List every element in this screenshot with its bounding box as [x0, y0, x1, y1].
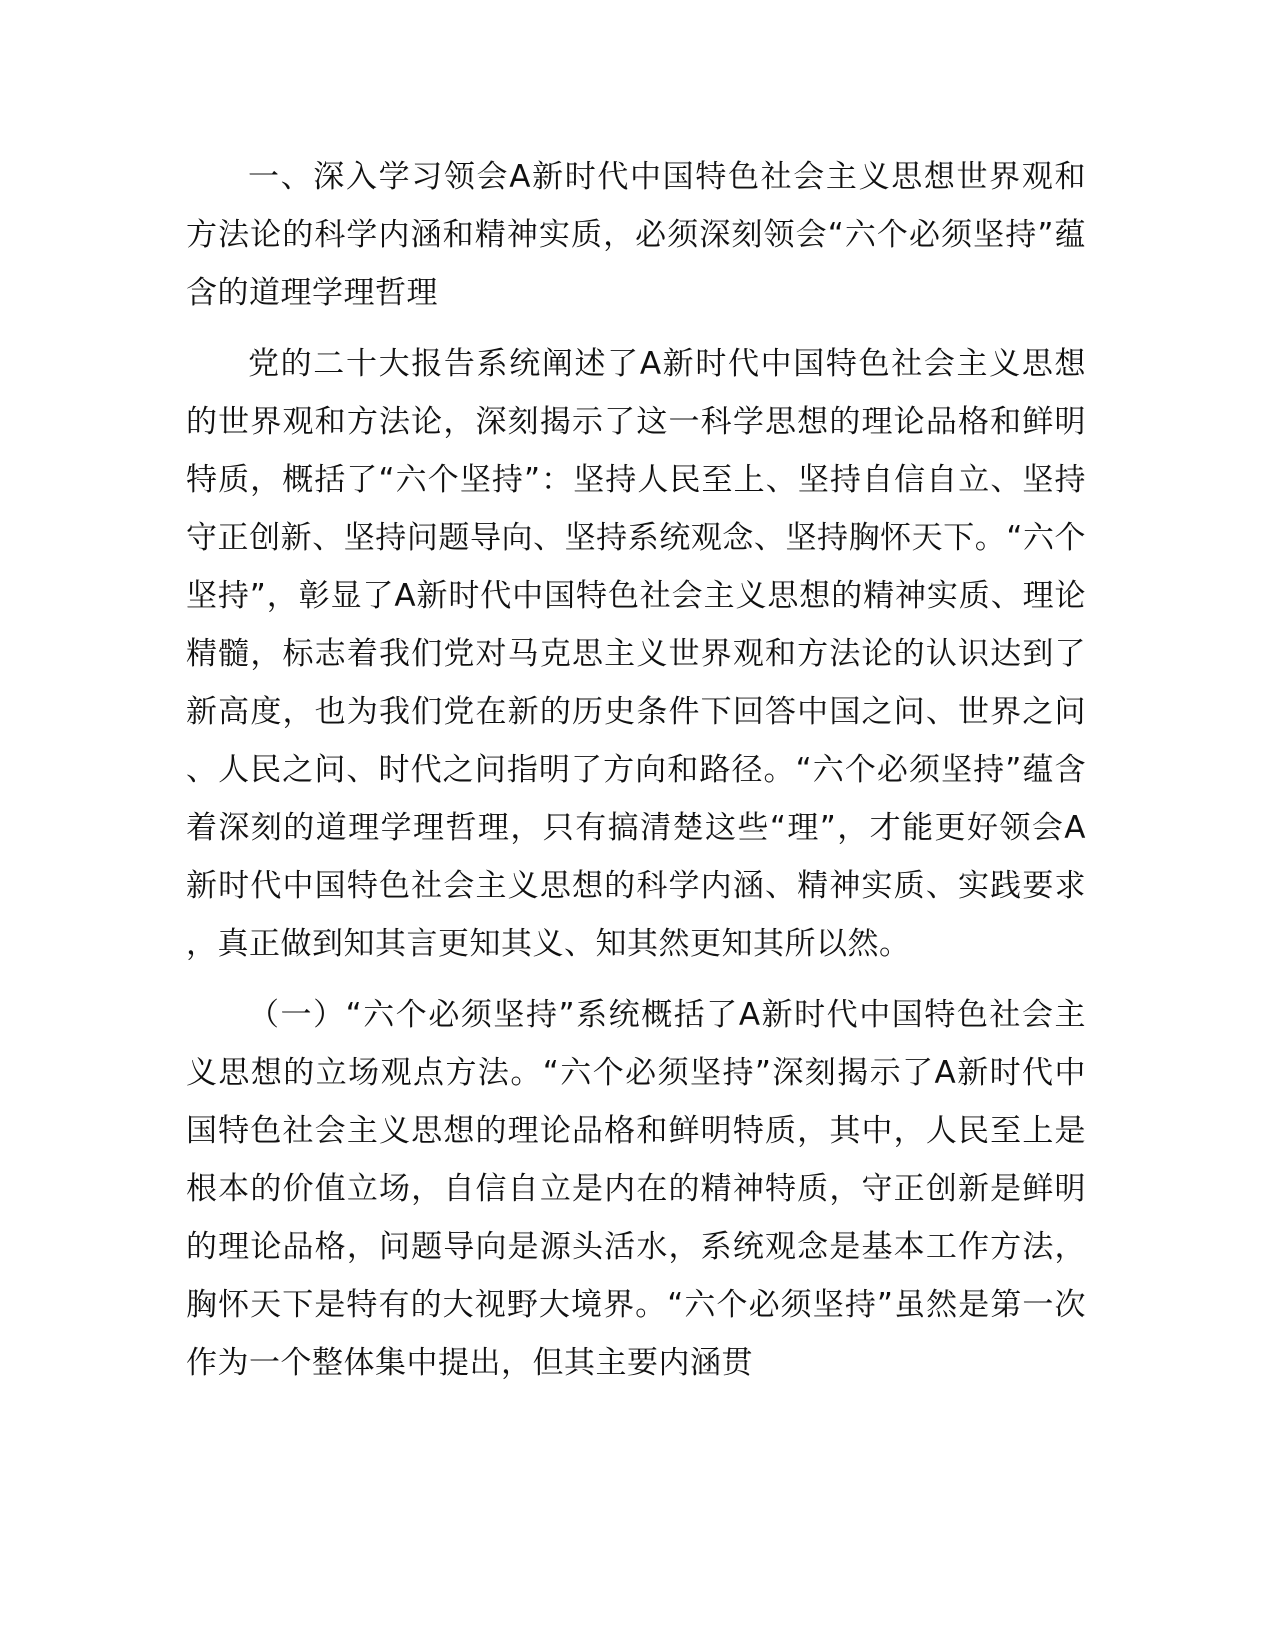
body-paragraph: 党的二十大报告系统阐述了A新时代中国特色社会主义思想的世界观和方法论，深刻揭示了这一科学思想的理论品格和鲜明特质，概括了“六个坚持”：坚持人民至上、坚持自信自立、坚持守正创新、坚持问题导向、坚持系统观念、坚持胸怀天下。“六个坚持”，彰显了A新时代中国特色社会主义思想的精神实质、理论精髓，标志着我们党对马克思主义世界观和方法论的认识达到了新高度，也为我们党在新的历史条件下回答中国之问、世界之问、人民之问、时代之问指明了方向和路径。“六个必须坚持”蕴含着深刻的道理学理哲理，只有搞清楚这些“理”，才能更好领会A新时代中国特色社会主义思想的科学内涵、精神实质、实践要求，真正做到知其言更知其义、知其然更知其所以然。 [186, 346, 1086, 962]
section-heading: 一、深入学习领会A新时代中国特色社会主义思想世界观和方法论的科学内涵和精神实质，必须深刻领会“六个必须坚持”蕴含的道理学理哲理 [186, 159, 1086, 311]
document-body [186, 148, 1086, 1405]
subsection-paragraph: （一）“六个必须坚持”系统概括了A新时代中国特色社会主义思想的立场观点方法。“六个必须坚持”深刻揭示了A新时代中国特色社会主义思想的理论品格和鲜明特质，其中，人民至上是根本的价值立场，自信自立是内在的精神特质，守正创新是鲜明的理论品格，问题导向是源头活水，系统观念是基本工作方法，胸怀天下是特有的大视野大境界。“六个必须坚持”虽然是第一次作为一个整体集中提出，但其主要内涵贯 [186, 997, 1086, 1381]
